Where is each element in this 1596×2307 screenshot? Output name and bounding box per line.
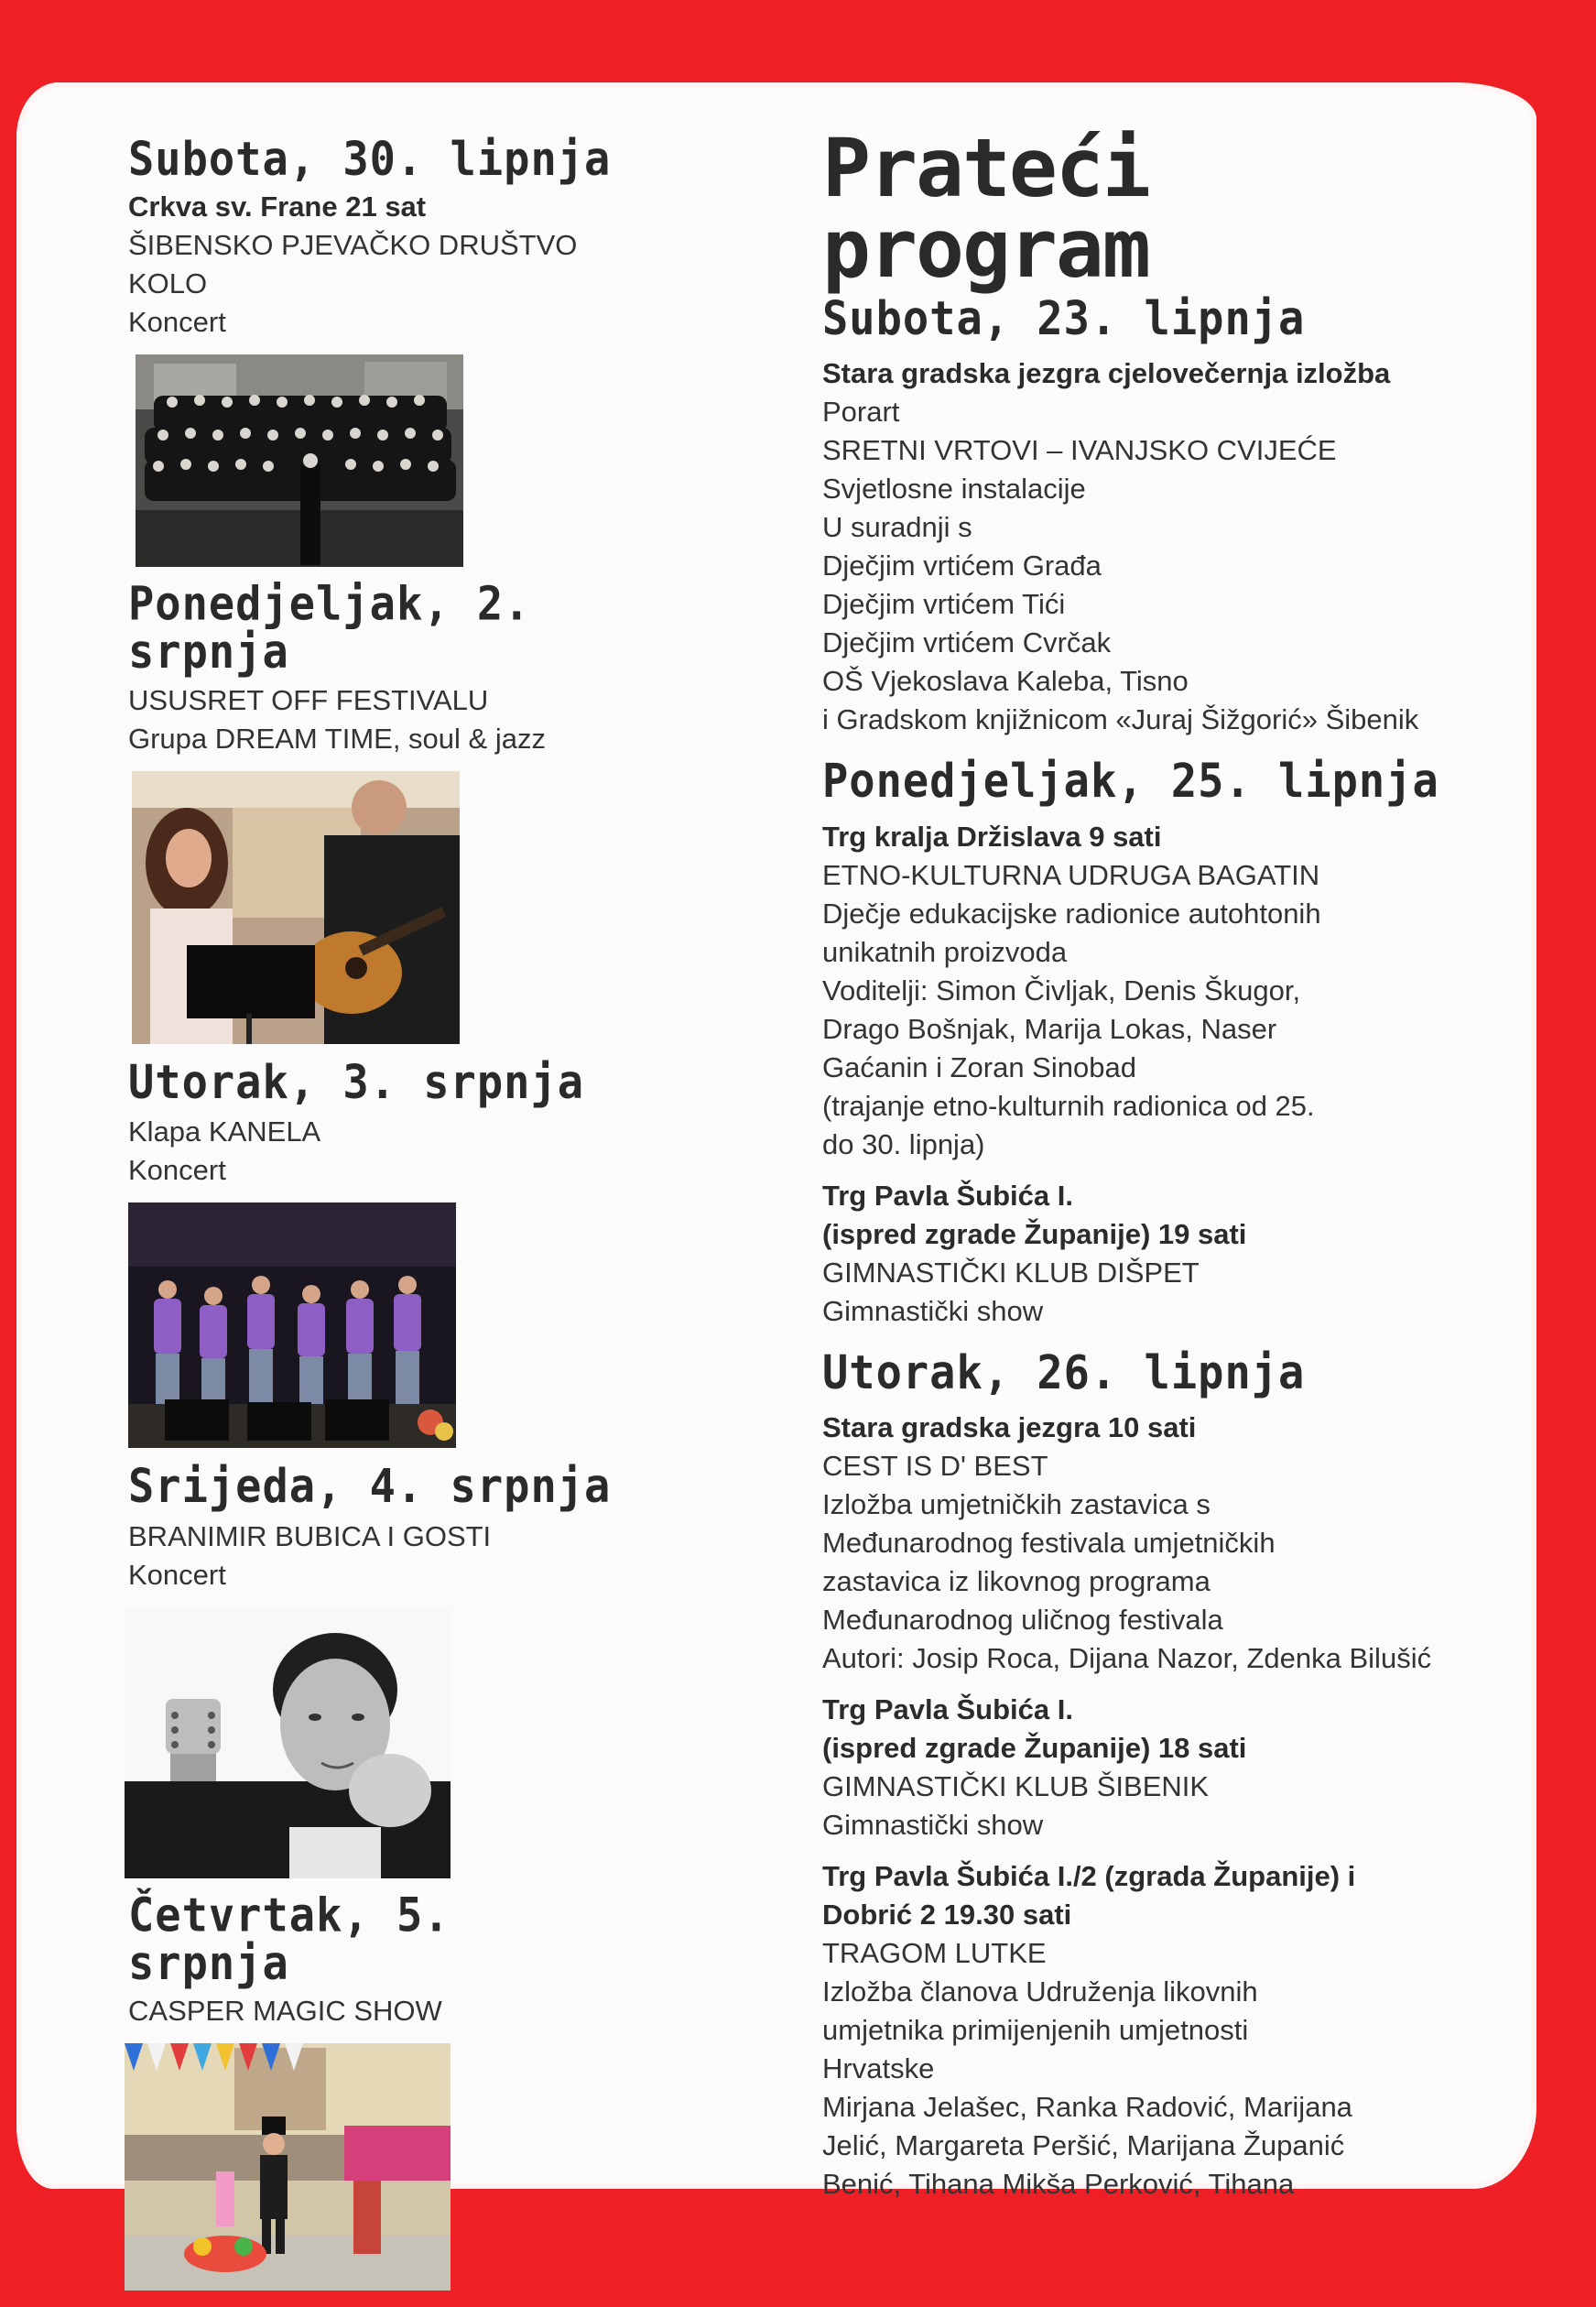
magic-show-photo [125,2043,451,2291]
left-column [128,132,623,2307]
event-venue: Trg Pavla Šubića I. [822,1179,1073,1212]
event-block [822,291,1482,739]
right-column [822,121,1482,2224]
event-type: Koncert [128,306,226,339]
event-details [822,818,1482,1164]
event-line: Međunarodnog uličnog festivala [822,1604,1223,1637]
event-line: (trajanje etno-kulturnih radionica od 25. [822,1089,1315,1122]
event-line: Autori: Josip Roca, Dijana Nazor, Zdenka Bilušić [822,1642,1432,1675]
event-line: umjetnika primijenjenih umjetnosti [822,2014,1249,2047]
event-details [822,1177,1482,1331]
choir-photo [136,354,463,567]
event-line: Mirjana Jelašec, Ranka Radović, Marijana [822,2091,1352,2124]
klapa-photo [128,1202,456,1448]
event-date-heading: Četvrtak, 5. srpnja [128,1888,451,1992]
event-line: ETNO-KULTURNA UDRUGA BAGATIN [822,858,1320,891]
portrait-photo [125,1607,451,1878]
event-line: i Gradskom knjižnicom «Juraj Šižgorić» Šibenik [822,703,1419,736]
event-performer: Klapa KANELA [128,1115,321,1148]
event-line: Dječjim vrtićem Tići [822,588,1066,621]
event-type: Koncert [128,1558,226,1591]
event-block [128,1460,623,1877]
event-line: Benić, Tihana Mikša Perković, Tihana [822,2168,1295,2201]
duo-photo [132,771,460,1044]
event-block [822,1345,1482,2204]
event-line: TRAGOM LUTKE [822,1937,1047,1970]
event-date-heading: Ponedjeljak, 25. lipnja [822,755,1439,810]
event-line: Jelić, Margareta Peršić, Marijana Županić [822,2129,1345,2162]
event-line: zastavica iz likovnog programa [822,1565,1211,1598]
event-line: Svjetlosne instalacije [822,473,1086,506]
event-line: Dječje edukacijske radionice autohtonih [822,897,1321,930]
event-line: SRETNI VRTOVI – IVANJSKO CVIJEĆE [822,434,1337,467]
event-line: Porart [822,396,900,429]
event-block [128,1055,623,1448]
event-title: USUSRET OFF FESTIVALU [128,684,489,717]
event-line: Hrvatske [822,2052,935,2085]
event-details [822,1857,1482,2204]
event-date-heading: Subota, 30. lipnja [128,132,612,188]
event-type: Koncert [128,1154,226,1187]
event-date-heading: Srijeda, 4. srpnja [128,1460,612,1515]
event-line: OŠ Vjekoslava Kaleba, Tisno [822,665,1189,698]
event-venue: Stara gradska jezgra 10 sati [822,1411,1197,1444]
event-line: Izložba umjetničkih zastavica s [822,1488,1211,1521]
event-details [822,1691,1482,1845]
event-line: Gimnastički show [822,1294,1044,1327]
event-line: do 30. lipnja) [822,1127,985,1160]
event-details [822,354,1482,739]
event-line: unikatnih proizvoda [822,935,1068,968]
event-line: Gimnastički show [822,1809,1044,1842]
event-venue: Trg kralja Držislava 9 sati [822,820,1162,853]
event-performer: BRANIMIR BUBICA I GOSTI [128,1519,492,1552]
event-line: Dječjim vrtićem Građa [822,550,1102,582]
event-line: Drago Bošnjak, Marija Lokas, Naser [822,1012,1277,1045]
event-venue: Crkva sv. Frane 21 sat [128,190,427,223]
event-venue: Dobrić 2 19.30 sati [822,1899,1072,1932]
event-venue: (ispred zgrade Županije) 19 sati [822,1217,1247,1250]
event-block [822,755,1482,1330]
event-venue: Trg Pavla Šubića I. [822,1693,1073,1726]
event-venue: Stara gradska jezgra cjelovečernja izložba [822,357,1391,390]
event-block [128,577,623,1044]
event-performer: CASPER MAGIC SHOW [128,1995,442,2028]
event-date-heading: Ponedjeljak, 2. srpnja [128,577,531,680]
event-date-heading: Utorak, 3. srpnja [128,1055,585,1111]
event-line: U suradnji s [822,511,972,544]
event-line: Izložba članova Udruženja likovnih [822,1975,1258,2008]
event-date-heading: Utorak, 26. lipnja [822,1345,1306,1400]
event-line: Voditelji: Simon Čivljak, Denis Škugor, [822,974,1301,1007]
event-venue: Trg Pavla Šubića I./2 (zgrada Županije) i [822,1860,1356,1893]
event-line: Gaćanin i Zoran Sinobad [822,1050,1136,1083]
supporting-program-title: Prateći program [822,121,1149,296]
event-details [822,1409,1482,1678]
event-line: Međunarodnog festivala umjetničkih [822,1527,1276,1560]
event-line: Dječjim vrtićem Cvrčak [822,626,1112,659]
event-block [128,1888,623,2291]
event-performer: Grupa DREAM TIME, soul & jazz [128,723,546,756]
event-block [128,132,623,567]
event-line: CEST IS D' BEST [822,1450,1048,1483]
event-performer: ŠIBENSKO PJEVAČKO DRUŠTVO KOLO [128,229,578,300]
event-line: GIMNASTIČKI KLUB DIŠPET [822,1256,1200,1289]
event-line: GIMNASTIČKI KLUB ŠIBENIK [822,1770,1210,1803]
event-date-heading: Subota, 23. lipnja [822,291,1306,347]
event-venue: (ispred zgrade Županije) 18 sati [822,1732,1247,1765]
